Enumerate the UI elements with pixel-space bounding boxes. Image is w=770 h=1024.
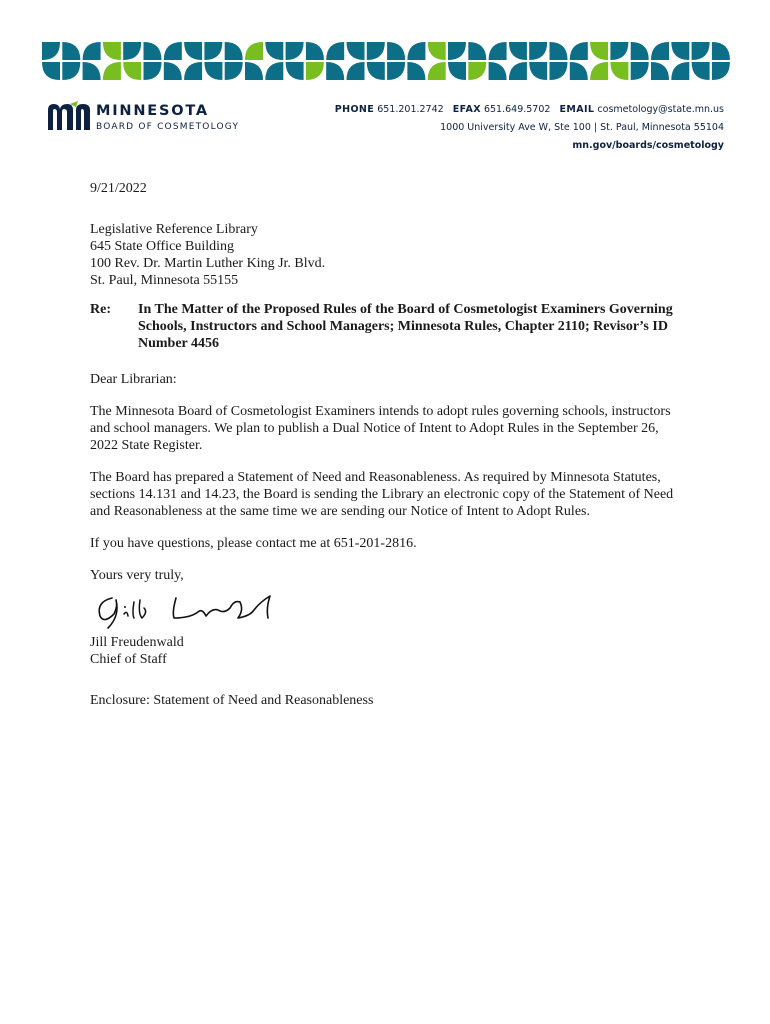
email-address[interactable]: cosmetology@state.mn.us [597,104,724,115]
banner-tile [367,42,385,60]
banner-tile [387,42,405,60]
banner-tile [610,42,628,60]
banner-tile [103,62,121,80]
banner-tile [326,42,344,60]
banner-tile [692,62,710,80]
subject-text: In The Matter of the Proposed Rules of the Board of Cosmetologist Examiners Governing Schools, Instructors and School Managers; Minnesota Rules, Chapter 2110; Revisor’s ID Number 4456 [138,302,673,351]
banner-tile [347,62,365,80]
phone-label: PHONE [334,104,375,115]
efax-number[interactable]: 651.649.5702 [483,104,551,115]
banner-tile [468,42,486,60]
banner-tile [42,62,60,80]
banner-tile [610,62,628,80]
banner-tile [164,62,182,80]
banner-tile [489,62,507,80]
banner-tile [367,62,385,80]
subject-line [90,301,690,352]
banner-tile [590,42,608,60]
banner-tile [225,42,243,60]
email-label: EMAIL [559,104,595,115]
letter-body [90,180,690,709]
signer-title: Chief of Staff [90,652,167,667]
office-address: 1000 University Ave W, Ste 100 | St. Paul, Minnesota 55104 [440,122,724,133]
banner-tile [347,42,365,60]
banner-tile [245,42,263,60]
banner-tile [570,62,588,80]
banner-tile [204,62,222,80]
banner-tile [550,42,568,60]
banner-tile [529,42,547,60]
banner-tile [306,42,324,60]
body-paragraph: The Minnesota Board of Cosmetologist Examiners intends to adopt rules governing schools, instructors and school managers. We plan to publish a Dual Notice of Intent to Adopt Rules in the September 26, 2022 State Register. [90,404,671,453]
banner-tile [712,62,730,80]
banner-tile [62,62,80,80]
handwritten-signature [94,590,294,630]
banner-tile [428,62,446,80]
recipient-line: 100 Rev. Dr. Martin Luther King Jr. Blvd. [90,256,326,271]
decorative-quilt-banner [40,40,730,80]
banner-tile [83,42,101,60]
banner-tile [123,62,141,80]
banner-tile [529,62,547,80]
website-link[interactable]: mn.gov/boards/cosmetology [572,140,724,151]
body-paragraph: If you have questions, please contact me at 651-201-2816. [90,536,417,551]
banner-tile [326,62,344,80]
banner-tile [651,62,669,80]
banner-tile [651,42,669,60]
banner-tile [448,62,466,80]
contact-block [335,101,724,155]
banner-tile [286,62,304,80]
efax-label: EFAX [452,104,481,115]
banner-tile [509,62,527,80]
phone-number[interactable]: 651.201.2742 [377,104,444,115]
banner-tile [407,42,425,60]
banner-tile [204,42,222,60]
banner-tile [448,42,466,60]
minnesota-logo [46,100,96,134]
recipient-address [90,221,690,289]
signer-name: Jill Freudenwald [90,635,184,650]
banner-tile [387,62,405,80]
brand-subtitle: BOARD OF COSMETOLOGY [96,122,240,132]
recipient-line: 645 State Office Building [90,239,234,254]
banner-tile [468,62,486,80]
banner-tile [144,62,162,80]
banner-tile [286,42,304,60]
salutation: Dear Librarian: [90,372,177,387]
banner-tile [265,62,283,80]
signature-block [90,634,690,668]
banner-tile [671,42,689,60]
recipient-line: St. Paul, Minnesota 55155 [90,273,239,288]
banner-tile [62,42,80,60]
banner-tile [225,62,243,80]
banner-tile [550,62,568,80]
banner-tile [306,62,324,80]
banner-tile [245,62,263,80]
banner-tile [692,42,710,60]
banner-tile [265,42,283,60]
banner-tile [123,42,141,60]
banner-tile [407,62,425,80]
recipient-line: Legislative Reference Library [90,222,258,237]
enclosure-note: Enclosure: Statement of Need and Reasonableness [90,693,374,708]
banner-tile [712,42,730,60]
banner-tile [590,62,608,80]
body-paragraph: The Board has prepared a Statement of Need and Reasonableness. As required by Minnesota Statutes, sections 14.131 and 14.23, the Board is sending the Library an electronic copy of the Statement of Need and Reasonableness at the same time we are sending our Notice of Intent to Adopt Rules. [90,470,674,519]
banner-tile [83,62,101,80]
banner-tile [428,42,446,60]
banner-tile [631,62,649,80]
banner-tile [103,42,121,60]
banner-tile [164,42,182,60]
banner-tile [184,62,202,80]
banner-tile [509,42,527,60]
closing: Yours very truly, [90,568,184,583]
banner-tile [42,42,60,60]
banner-tile [671,62,689,80]
banner-tile [184,42,202,60]
banner-tile [144,42,162,60]
contact-line-1 [335,101,724,119]
subject-label: Re: [90,302,111,317]
banner-tile [631,42,649,60]
banner-tile [489,42,507,60]
brand-name: MINNESOTA [96,103,209,119]
letter-date: 9/21/2022 [90,181,147,196]
banner-tile [570,42,588,60]
